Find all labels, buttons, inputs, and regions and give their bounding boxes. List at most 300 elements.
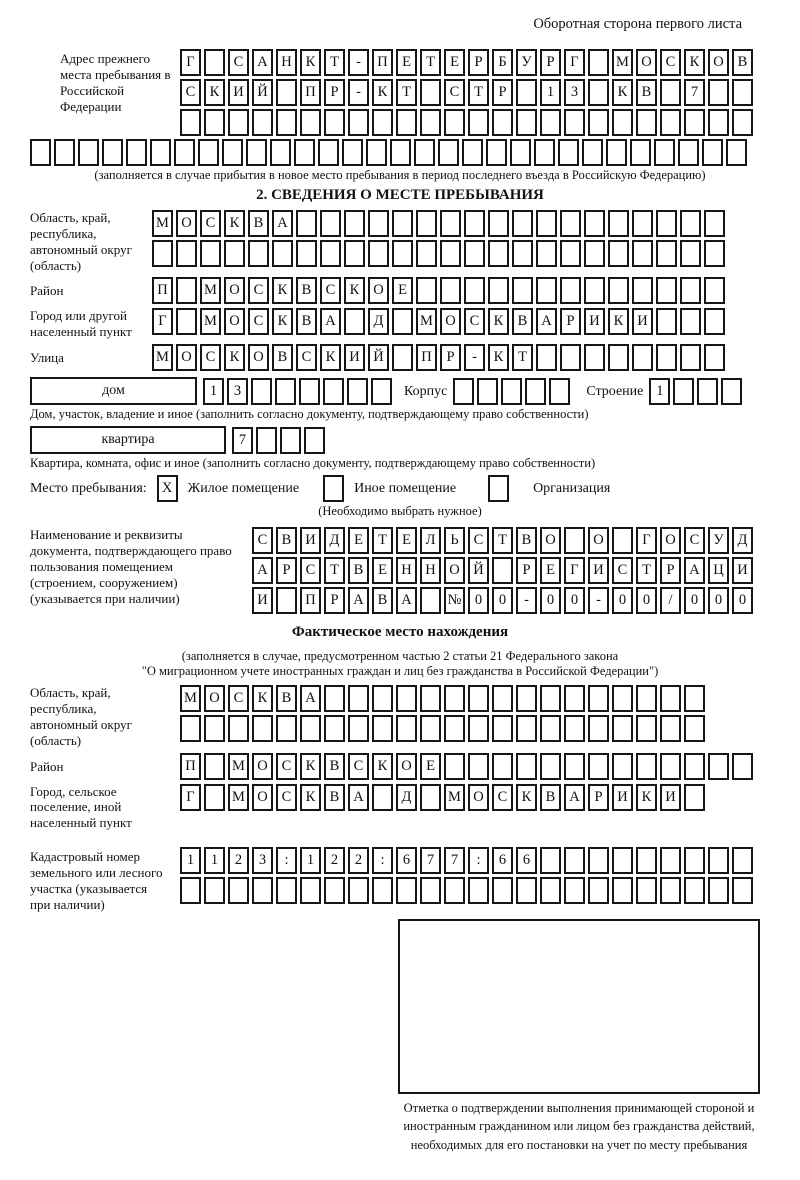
char-box[interactable]: И [632, 308, 653, 335]
char-box[interactable] [636, 753, 657, 780]
char-box[interactable]: О [368, 277, 389, 304]
char-box[interactable] [492, 685, 513, 712]
char-box[interactable]: К [608, 308, 629, 335]
char-box[interactable]: П [180, 753, 201, 780]
char-box[interactable] [684, 753, 705, 780]
char-box[interactable] [366, 139, 387, 166]
char-box[interactable]: С [276, 784, 297, 811]
char-box[interactable] [396, 685, 417, 712]
char-box[interactable] [680, 210, 701, 237]
char-box[interactable] [468, 109, 489, 136]
char-box[interactable] [488, 240, 509, 267]
char-box[interactable] [536, 210, 557, 237]
char-box[interactable] [252, 715, 273, 742]
char-box[interactable] [588, 79, 609, 106]
char-box[interactable] [320, 240, 341, 267]
char-box[interactable] [150, 139, 171, 166]
char-box[interactable] [708, 109, 729, 136]
char-box[interactable]: М [416, 308, 437, 335]
char-box[interactable] [512, 210, 533, 237]
char-box[interactable]: Т [324, 49, 345, 76]
char-box[interactable] [512, 240, 533, 267]
char-box[interactable]: А [252, 557, 273, 584]
char-box[interactable]: Т [420, 49, 441, 76]
char-box[interactable] [372, 715, 393, 742]
char-box[interactable] [512, 277, 533, 304]
char-box[interactable] [477, 378, 498, 405]
char-box[interactable] [660, 877, 681, 904]
char-box[interactable]: Т [396, 79, 417, 106]
char-box[interactable] [324, 715, 345, 742]
char-box[interactable] [632, 210, 653, 237]
char-box[interactable]: 3 [252, 847, 273, 874]
char-box[interactable]: Р [660, 557, 681, 584]
char-box[interactable] [420, 715, 441, 742]
char-box[interactable] [368, 210, 389, 237]
char-box[interactable] [684, 784, 705, 811]
char-box[interactable]: С [228, 49, 249, 76]
char-box[interactable] [708, 753, 729, 780]
char-box[interactable]: О [440, 308, 461, 335]
char-box[interactable] [540, 847, 561, 874]
char-box[interactable]: : [276, 847, 297, 874]
char-box[interactable]: О [660, 527, 681, 554]
char-box[interactable]: О [444, 557, 465, 584]
char-box[interactable]: С [444, 79, 465, 106]
char-box[interactable]: М [152, 210, 173, 237]
char-box[interactable] [721, 378, 742, 405]
char-box[interactable] [673, 378, 694, 405]
char-box[interactable] [612, 685, 633, 712]
char-box[interactable]: О [396, 753, 417, 780]
char-box[interactable] [630, 139, 651, 166]
char-box[interactable] [416, 210, 437, 237]
char-box[interactable]: 0 [684, 587, 705, 614]
char-box[interactable]: С [464, 308, 485, 335]
char-box[interactable] [492, 753, 513, 780]
char-box[interactable]: 7 [232, 427, 253, 454]
char-box[interactable] [534, 139, 555, 166]
char-box[interactable] [660, 79, 681, 106]
char-box[interactable]: М [200, 308, 221, 335]
char-box[interactable] [492, 877, 513, 904]
char-box[interactable] [296, 240, 317, 267]
char-box[interactable] [636, 685, 657, 712]
char-box[interactable] [102, 139, 123, 166]
char-box[interactable]: И [584, 308, 605, 335]
char-box[interactable] [549, 378, 570, 405]
char-box[interactable]: Ц [708, 557, 729, 584]
char-box[interactable] [344, 210, 365, 237]
char-box[interactable] [78, 139, 99, 166]
char-box[interactable] [732, 79, 753, 106]
char-box[interactable] [564, 753, 585, 780]
char-box[interactable]: Н [420, 557, 441, 584]
char-box[interactable] [684, 847, 705, 874]
char-box[interactable]: 0 [540, 587, 561, 614]
char-box[interactable]: Т [492, 527, 513, 554]
char-box[interactable] [246, 139, 267, 166]
char-box[interactable]: А [396, 587, 417, 614]
char-box[interactable]: С [684, 527, 705, 554]
char-box[interactable] [174, 139, 195, 166]
char-box[interactable] [732, 877, 753, 904]
char-box[interactable] [453, 378, 474, 405]
char-box[interactable]: С [320, 277, 341, 304]
char-box[interactable]: В [248, 210, 269, 237]
char-box[interactable]: С [660, 49, 681, 76]
char-box[interactable] [680, 308, 701, 335]
char-box[interactable]: М [180, 685, 201, 712]
char-box[interactable] [276, 79, 297, 106]
char-box[interactable]: Р [492, 79, 513, 106]
char-box[interactable]: В [324, 784, 345, 811]
char-box[interactable] [704, 344, 725, 371]
char-box[interactable]: П [300, 79, 321, 106]
char-box[interactable] [468, 685, 489, 712]
char-box[interactable] [516, 877, 537, 904]
char-box[interactable]: Р [516, 557, 537, 584]
char-box[interactable] [732, 109, 753, 136]
char-box[interactable] [588, 877, 609, 904]
char-box[interactable]: С [612, 557, 633, 584]
char-box[interactable] [204, 109, 225, 136]
char-box[interactable] [294, 139, 315, 166]
char-box[interactable] [468, 753, 489, 780]
char-box[interactable] [204, 49, 225, 76]
char-box[interactable] [540, 109, 561, 136]
char-box[interactable]: Т [468, 79, 489, 106]
char-box[interactable] [660, 847, 681, 874]
char-box[interactable] [248, 240, 269, 267]
char-box[interactable] [300, 877, 321, 904]
char-box[interactable]: : [372, 847, 393, 874]
char-box[interactable] [540, 753, 561, 780]
char-box[interactable] [176, 277, 197, 304]
char-box[interactable] [468, 715, 489, 742]
char-box[interactable] [540, 715, 561, 742]
char-box[interactable]: Е [348, 527, 369, 554]
char-box[interactable] [420, 784, 441, 811]
char-box[interactable] [584, 344, 605, 371]
char-box[interactable] [540, 685, 561, 712]
char-box[interactable] [516, 753, 537, 780]
char-box[interactable]: А [252, 49, 273, 76]
char-box[interactable]: В [516, 527, 537, 554]
char-box[interactable]: Т [636, 557, 657, 584]
char-box[interactable] [732, 753, 753, 780]
char-box[interactable] [251, 378, 272, 405]
char-box[interactable]: Т [372, 527, 393, 554]
checkbox-inoe[interactable] [323, 475, 344, 502]
char-box[interactable] [656, 240, 677, 267]
char-box[interactable]: С [200, 210, 221, 237]
char-box[interactable] [204, 877, 225, 904]
char-box[interactable]: Г [180, 49, 201, 76]
char-box[interactable] [224, 240, 245, 267]
char-box[interactable] [632, 277, 653, 304]
char-box[interactable] [323, 378, 344, 405]
char-box[interactable] [492, 557, 513, 584]
char-box[interactable] [536, 240, 557, 267]
char-box[interactable] [256, 427, 277, 454]
char-box[interactable]: В [372, 587, 393, 614]
char-box[interactable] [501, 378, 522, 405]
char-box[interactable]: Р [324, 79, 345, 106]
char-box[interactable] [464, 240, 485, 267]
char-box[interactable] [252, 877, 273, 904]
char-box[interactable]: 7 [420, 847, 441, 874]
char-box[interactable] [636, 847, 657, 874]
char-box[interactable] [275, 378, 296, 405]
char-box[interactable]: А [348, 587, 369, 614]
char-box[interactable]: Т [512, 344, 533, 371]
char-box[interactable]: И [612, 784, 633, 811]
char-box[interactable]: В [636, 79, 657, 106]
char-box[interactable] [416, 277, 437, 304]
char-box[interactable] [702, 139, 723, 166]
char-box[interactable] [564, 109, 585, 136]
char-box[interactable] [296, 210, 317, 237]
char-box[interactable]: 0 [468, 587, 489, 614]
char-box[interactable]: П [152, 277, 173, 304]
char-box[interactable]: С [492, 784, 513, 811]
char-box[interactable]: О [636, 49, 657, 76]
char-box[interactable]: 3 [227, 378, 248, 405]
char-box[interactable] [612, 527, 633, 554]
char-box[interactable] [588, 715, 609, 742]
char-box[interactable]: И [300, 527, 321, 554]
char-box[interactable] [704, 210, 725, 237]
char-box[interactable] [440, 210, 461, 237]
char-box[interactable] [396, 877, 417, 904]
char-box[interactable]: И [344, 344, 365, 371]
char-box[interactable]: Д [396, 784, 417, 811]
char-box[interactable]: 0 [708, 587, 729, 614]
char-box[interactable]: С [300, 557, 321, 584]
char-box[interactable]: Е [444, 49, 465, 76]
char-box[interactable]: 1 [300, 847, 321, 874]
char-box[interactable]: Е [396, 49, 417, 76]
char-box[interactable]: А [348, 784, 369, 811]
char-box[interactable]: С [200, 344, 221, 371]
char-box[interactable] [684, 877, 705, 904]
char-box[interactable]: Е [396, 527, 417, 554]
char-box[interactable] [564, 847, 585, 874]
char-box[interactable]: Р [276, 557, 297, 584]
char-box[interactable]: 0 [492, 587, 513, 614]
char-box[interactable]: О [252, 753, 273, 780]
char-box[interactable]: К [488, 308, 509, 335]
char-box[interactable] [200, 240, 221, 267]
char-box[interactable]: И [732, 557, 753, 584]
char-box[interactable]: 1 [649, 378, 670, 405]
char-box[interactable]: Г [564, 557, 585, 584]
char-box[interactable] [697, 378, 718, 405]
char-box[interactable] [180, 877, 201, 904]
char-box[interactable] [584, 240, 605, 267]
char-box[interactable] [342, 139, 363, 166]
char-box[interactable]: К [224, 210, 245, 237]
char-box[interactable] [420, 685, 441, 712]
char-box[interactable]: К [224, 344, 245, 371]
char-box[interactable] [636, 715, 657, 742]
char-box[interactable]: С [180, 79, 201, 106]
char-box[interactable]: Р [468, 49, 489, 76]
char-box[interactable] [516, 685, 537, 712]
char-box[interactable] [516, 109, 537, 136]
char-box[interactable]: С [248, 277, 269, 304]
char-box[interactable] [438, 139, 459, 166]
char-box[interactable] [324, 109, 345, 136]
char-box[interactable] [396, 715, 417, 742]
char-box[interactable] [612, 715, 633, 742]
char-box[interactable]: С [276, 753, 297, 780]
char-box[interactable]: 3 [564, 79, 585, 106]
char-box[interactable] [704, 277, 725, 304]
char-box[interactable] [440, 277, 461, 304]
char-box[interactable] [684, 685, 705, 712]
char-box[interactable]: К [272, 277, 293, 304]
char-box[interactable] [276, 715, 297, 742]
char-box[interactable]: У [516, 49, 537, 76]
char-box[interactable] [228, 877, 249, 904]
char-box[interactable]: Н [396, 557, 417, 584]
char-box[interactable] [420, 79, 441, 106]
char-box[interactable] [126, 139, 147, 166]
char-box[interactable] [348, 715, 369, 742]
char-box[interactable] [680, 240, 701, 267]
char-box[interactable]: К [300, 784, 321, 811]
char-box[interactable] [680, 277, 701, 304]
char-box[interactable]: 6 [396, 847, 417, 874]
char-box[interactable]: Р [440, 344, 461, 371]
char-box[interactable]: В [540, 784, 561, 811]
char-box[interactable]: О [204, 685, 225, 712]
char-box[interactable] [678, 139, 699, 166]
char-box[interactable]: 0 [732, 587, 753, 614]
char-box[interactable] [54, 139, 75, 166]
char-box[interactable] [152, 240, 173, 267]
char-box[interactable]: 1 [204, 847, 225, 874]
char-box[interactable]: И [252, 587, 273, 614]
char-box[interactable] [564, 715, 585, 742]
char-box[interactable] [420, 109, 441, 136]
char-box[interactable]: В [276, 685, 297, 712]
char-box[interactable]: К [320, 344, 341, 371]
char-box[interactable]: Б [492, 49, 513, 76]
char-box[interactable] [608, 277, 629, 304]
char-box[interactable] [564, 877, 585, 904]
char-box[interactable]: В [512, 308, 533, 335]
char-box[interactable]: Г [564, 49, 585, 76]
char-box[interactable] [656, 210, 677, 237]
char-box[interactable] [654, 139, 675, 166]
char-box[interactable]: А [684, 557, 705, 584]
char-box[interactable]: О [468, 784, 489, 811]
char-box[interactable]: П [416, 344, 437, 371]
char-box[interactable] [632, 344, 653, 371]
char-box[interactable]: И [588, 557, 609, 584]
char-box[interactable] [656, 344, 677, 371]
char-box[interactable] [632, 240, 653, 267]
char-box[interactable]: : [468, 847, 489, 874]
char-box[interactable]: С [468, 527, 489, 554]
char-box[interactable]: К [204, 79, 225, 106]
char-box[interactable] [392, 308, 413, 335]
char-box[interactable] [440, 240, 461, 267]
char-box[interactable]: П [300, 587, 321, 614]
char-box[interactable] [560, 210, 581, 237]
char-box[interactable] [344, 308, 365, 335]
char-box[interactable]: 6 [516, 847, 537, 874]
char-box[interactable]: Р [560, 308, 581, 335]
char-box[interactable]: 1 [203, 378, 224, 405]
char-box[interactable] [180, 109, 201, 136]
char-box[interactable]: В [324, 753, 345, 780]
char-box[interactable]: Р [540, 49, 561, 76]
char-box[interactable] [320, 210, 341, 237]
char-box[interactable] [444, 877, 465, 904]
char-box[interactable] [390, 139, 411, 166]
char-box[interactable]: А [320, 308, 341, 335]
char-box[interactable] [372, 877, 393, 904]
char-box[interactable]: 2 [228, 847, 249, 874]
char-box[interactable] [444, 715, 465, 742]
char-box[interactable] [372, 784, 393, 811]
char-box[interactable] [708, 847, 729, 874]
char-box[interactable]: Л [420, 527, 441, 554]
char-box[interactable] [525, 378, 546, 405]
char-box[interactable]: Й [368, 344, 389, 371]
char-box[interactable]: Й [252, 79, 273, 106]
char-box[interactable] [348, 877, 369, 904]
char-box[interactable] [420, 877, 441, 904]
char-box[interactable]: М [200, 277, 221, 304]
char-box[interactable] [558, 139, 579, 166]
char-box[interactable] [276, 587, 297, 614]
char-box[interactable]: О [248, 344, 269, 371]
char-box[interactable] [348, 685, 369, 712]
char-box[interactable] [300, 109, 321, 136]
char-box[interactable]: К [488, 344, 509, 371]
char-box[interactable]: М [612, 49, 633, 76]
char-box[interactable] [252, 109, 273, 136]
char-box[interactable]: Д [324, 527, 345, 554]
char-box[interactable] [510, 139, 531, 166]
char-box[interactable]: Т [324, 557, 345, 584]
char-box[interactable]: Д [368, 308, 389, 335]
char-box[interactable] [584, 277, 605, 304]
char-box[interactable]: А [564, 784, 585, 811]
char-box[interactable]: Д [732, 527, 753, 554]
char-box[interactable]: А [300, 685, 321, 712]
char-box[interactable]: И [228, 79, 249, 106]
char-box[interactable] [560, 277, 581, 304]
char-box[interactable] [492, 109, 513, 136]
char-box[interactable] [414, 139, 435, 166]
char-box[interactable]: 0 [612, 587, 633, 614]
char-box[interactable]: О [252, 784, 273, 811]
char-box[interactable] [564, 685, 585, 712]
char-box[interactable]: О [176, 210, 197, 237]
char-box[interactable]: К [300, 49, 321, 76]
char-box[interactable]: И [660, 784, 681, 811]
char-box[interactable]: О [176, 344, 197, 371]
char-box[interactable]: Г [636, 527, 657, 554]
char-box[interactable] [300, 715, 321, 742]
char-box[interactable] [726, 139, 747, 166]
